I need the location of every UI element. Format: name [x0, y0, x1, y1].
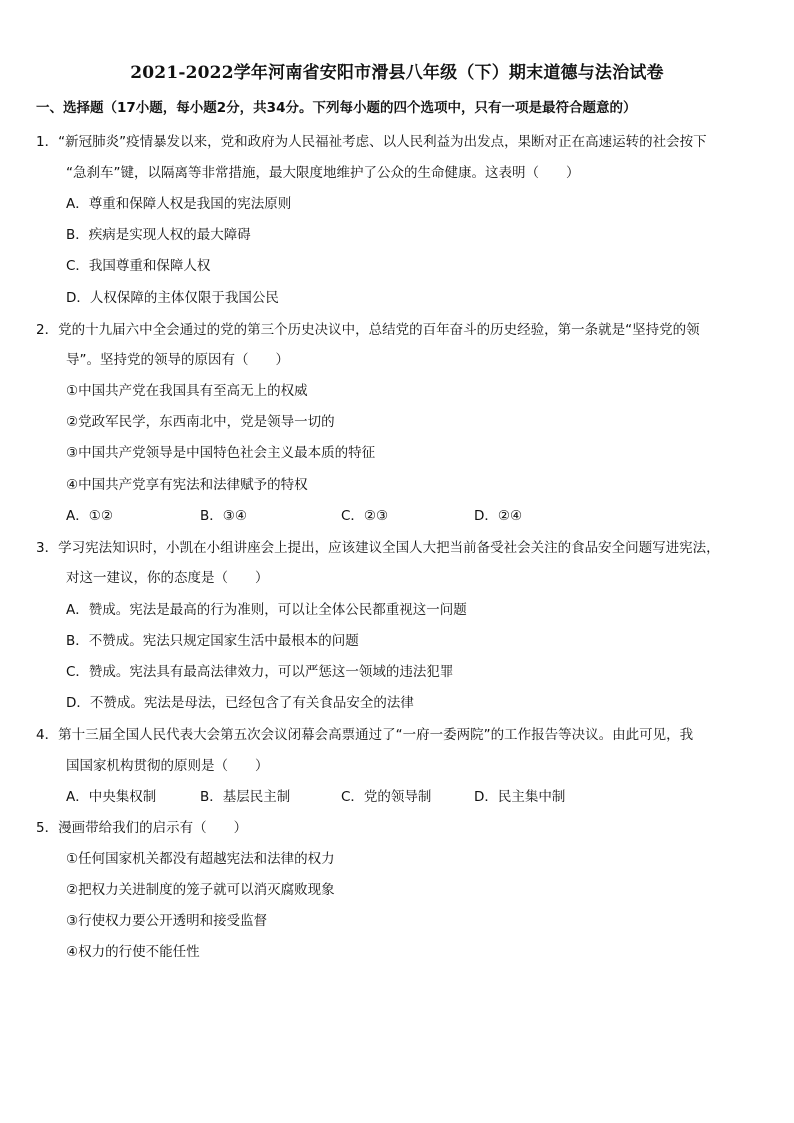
q2-statement-1: ①中国共产党在我国具有至高无上的权威 — [66, 383, 308, 399]
q5-statement-1: ①任何国家机关都没有超越宪法和法律的权力 — [66, 851, 335, 867]
q2-stem-line1: 2．党的十九届六中全会通过的党的第三个历史决议中，总结党的百年奋斗的历史经验，第一条就是“坚持党的领 — [36, 322, 700, 338]
q2-statement-2: ②党政军民学，东西南北中，党是领导一切的 — [66, 414, 335, 430]
q1-option-b: B．疾病是实现人权的最大障碍 — [66, 227, 251, 243]
q3-option-d: D．不赞成。宪法是母法，已经包含了有关食品安全的法律 — [66, 695, 414, 711]
q4-stem-line2: 国国家机构贯彻的原则是（ ） — [66, 758, 269, 774]
q2-option-b: B．③④ — [200, 508, 247, 524]
q2-statement-3: ③中国共产党领导是中国特色社会主义最本质的特征 — [66, 445, 376, 461]
q5-statement-3: ③行使权力要公开透明和接受监督 — [66, 913, 268, 929]
q2-statement-4: ④中国共产党享有宪法和法律赋予的特权 — [66, 477, 308, 493]
q1-stem-line2: “急刹车”键，以隔离等非常措施，最大限度地维护了公众的生命健康。这表明（ ） — [66, 165, 580, 181]
section-heading: 一、选择题（17小题，每小题2分，共34分。下列每小题的四个选项中，只有一项是最符合题意的） — [36, 100, 637, 116]
q1-option-c: C．我国尊重和保障人权 — [66, 258, 211, 274]
q2-stem-line2: 导”。坚持党的领导的原因有（ ） — [66, 352, 289, 368]
q4-option-c: C．党的领导制 — [341, 789, 432, 805]
q2-option-c: C．②③ — [341, 508, 389, 524]
q5-statement-4: ④权力的行使不能任性 — [66, 944, 200, 960]
q1-option-d: D．人权保障的主体仅限于我国公民 — [66, 290, 279, 306]
q3-option-b: B．不赞成。宪法只规定国家生活中最根本的问题 — [66, 633, 359, 649]
q3-option-a: A．赞成。宪法是最高的行为准则，可以让全体公民都重视这一问题 — [66, 602, 467, 618]
q3-stem-line2: 对这一建议，你的态度是（ ） — [66, 570, 269, 586]
q5-stem-line1: 5．漫画带给我们的启示有（ ） — [36, 820, 248, 836]
q4-option-d: D．民主集中制 — [474, 789, 566, 805]
exam-title: 2021-2022学年河南省安阳市滑县八年级（下）期末道德与法治试卷 — [130, 63, 664, 83]
q4-stem-line1: 4．第十三届全国人民代表大会第五次会议闭幕会高票通过了“一府一委两院”的工作报告等决议。由此可见，我 — [36, 727, 694, 743]
q5-statement-2: ②把权力关进制度的笼子就可以消灭腐败现象 — [66, 882, 335, 898]
q2-option-d: D．②④ — [474, 508, 523, 524]
q4-option-b: B．基层民主制 — [200, 789, 291, 805]
q2-option-a: A．①② — [66, 508, 113, 524]
q1-stem-line1: 1．“新冠肺炎”疫情暴发以来，党和政府为人民福祉考虑、以人民利益为出发点，果断对正在高速运转的社会按下 — [36, 134, 707, 150]
q4-option-a: A．中央集权制 — [66, 789, 157, 805]
q3-option-c: C．赞成。宪法具有最高法律效力，可以严惩这一领域的违法犯罪 — [66, 664, 454, 680]
q3-stem-line1: 3．学习宪法知识时，小凯在小组讲座会上提出，应该建议全国人大把当前备受社会关注的食品安全问题写进宪法， — [36, 540, 720, 556]
q1-option-a: A．尊重和保障人权是我国的宪法原则 — [66, 196, 292, 212]
